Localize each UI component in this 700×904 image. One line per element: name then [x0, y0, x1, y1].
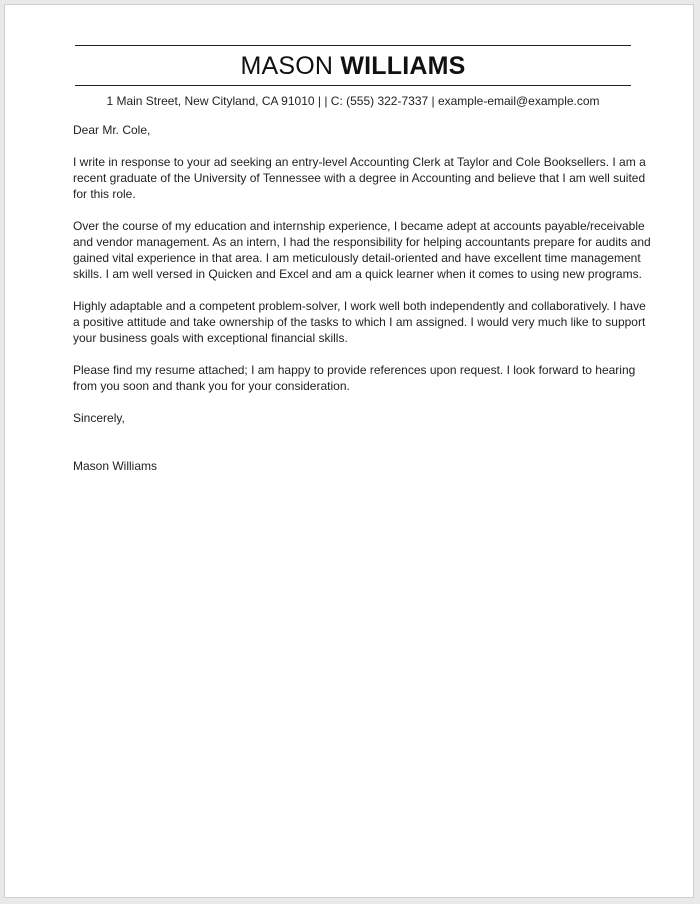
document-page — [4, 4, 694, 898]
header-top-rule — [75, 45, 631, 46]
letter-body — [73, 122, 653, 490]
signature: Mason Williams — [73, 459, 158, 473]
applicant-name — [75, 51, 631, 81]
contact-line: 1 Main Street, New Cityland, CA 91010 | | C: (555) 322-7337 | example-email@example.com — [106, 94, 600, 108]
first-name: MASON — [240, 52, 334, 80]
paragraph-2: Over the course of my education and internship experience, I became adept at accounts payable/receivable and vendor management. As an intern, I had the responsibility for helping accountants prepare for audits and gained vital experience in that area. I am meticulously detail-oriented and have excellent time management skills. I am well versed in Quicken and Excel and am a quick learner when it comes to using new programs. — [73, 219, 651, 281]
closing: Sincerely, — [73, 411, 125, 425]
paragraph-4: Please find my resume attached; I am happy to provide references upon request. I look forward to hearing from you soon and thank you for your consideration. — [73, 363, 636, 393]
paragraph-1: I write in response to your ad seeking an entry-level Accounting Clerk at Taylor and Cole Booksellers. I am a recent graduate of the University of Tennessee with a degree in Accounting and believe that I am well suited for this role. — [73, 155, 646, 201]
paragraph-3: Highly adaptable and a competent problem-solver, I work well both independently and collaboratively. I have a positive attitude and take ownership of the tasks to which I am assigned. I would very much like to support your business goals with exceptional financial skills. — [73, 299, 646, 345]
last-name: WILLIAMS — [340, 52, 466, 80]
header-bottom-rule — [75, 85, 631, 86]
salutation: Dear Mr. Cole, — [73, 123, 151, 137]
